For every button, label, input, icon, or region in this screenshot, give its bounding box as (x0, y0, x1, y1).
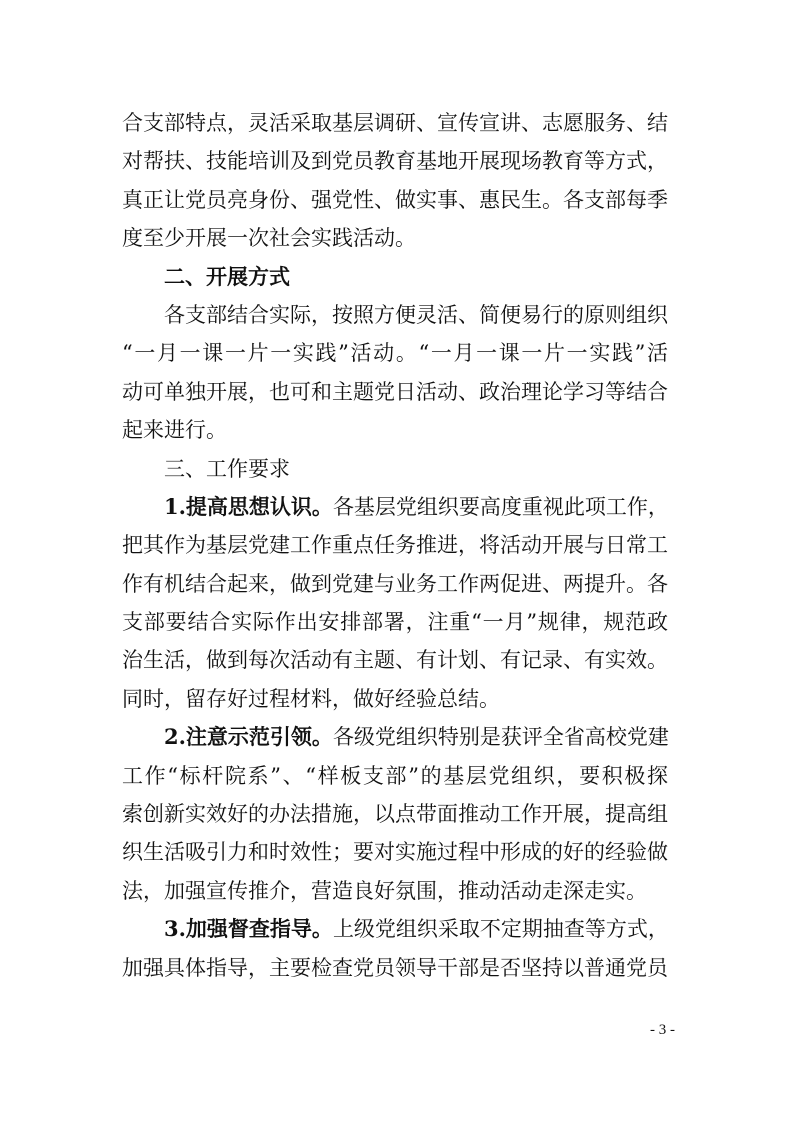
paragraph-line: 把其作为基层党建工作重点任务推进，将活动开展与日常工 (122, 533, 668, 558)
item-lead: 3.加强督查指导。 (164, 916, 333, 942)
paragraph-line: 动可单独开展，也可和主题党日活动、政治理论学习等结合 (122, 379, 668, 404)
paragraph-line: “一月一课一片一实践”活动。“一月一课一片一实践”活 (122, 341, 668, 366)
item-text: 各级党组织特别是获评全省高校党建 (332, 725, 669, 750)
section-heading-3: 三、工作要求 (164, 456, 290, 481)
paragraph-line: 织生活吸引力和时效性；要对实施过程中形成的好的经验做 (122, 840, 668, 865)
paragraph-line: 索创新实效好的办法措施，以点带面推动工作开展，提高组 (122, 802, 668, 827)
paragraph-line: 加强具体指导，主要检查党员领导干部是否坚持以普通党员 (122, 955, 668, 980)
page-number: - 3 - (650, 1022, 675, 1038)
paragraph-line: 作有机结合起来，做到党建与业务工作两促进、两提升。各 (122, 571, 668, 596)
section-heading-2: 二、开展方式 (164, 264, 290, 289)
paragraph-line: 工作“标杆院系”、“样板支部”的基层党组织，要积极探 (122, 763, 668, 788)
paragraph-line: 支部要结合实际作出安排部署，注重“一月”规律，规范政 (122, 610, 668, 635)
paragraph-line: 度至少开展一次社会实践活动。 (122, 226, 416, 251)
paragraph-line: 法，加强宣传推介，营造良好氛围，推动活动走深走实。 (122, 878, 647, 903)
paragraph-line: 起来进行。 (122, 418, 227, 443)
item-first-line (122, 718, 668, 756)
item-first-line (122, 910, 668, 948)
paragraph-line: 同时，留存好过程材料，做好经验总结。 (122, 686, 500, 711)
paragraph-line: 合支部特点，灵活采取基层调研、宣传宣讲、志愿服务、结 (122, 111, 668, 135)
document-body (122, 104, 668, 987)
item-text: 各基层党组织要高度重视此项工作， (332, 494, 669, 519)
paragraph-line: 各支部结合实际，按照方便灵活、简便易行的原则组织 (164, 302, 668, 327)
item-lead: 2.注意示范引领。 (164, 724, 333, 750)
item-lead: 1.提高思想认识。 (164, 493, 333, 519)
item-first-line (122, 488, 668, 526)
paragraph-line: 真正让党员亮身份、强党性、做实事、惠民生。各支部每季 (122, 187, 668, 212)
paragraph-line: 对帮扶、技能培训及到党员教育基地开展现场教育等方式， (122, 149, 668, 174)
paragraph-line: 治生活，做到每次活动有主题、有计划、有记录、有实效。 (122, 648, 668, 673)
item-text: 上级党组织采取不定期抽查等方式， (332, 917, 669, 942)
